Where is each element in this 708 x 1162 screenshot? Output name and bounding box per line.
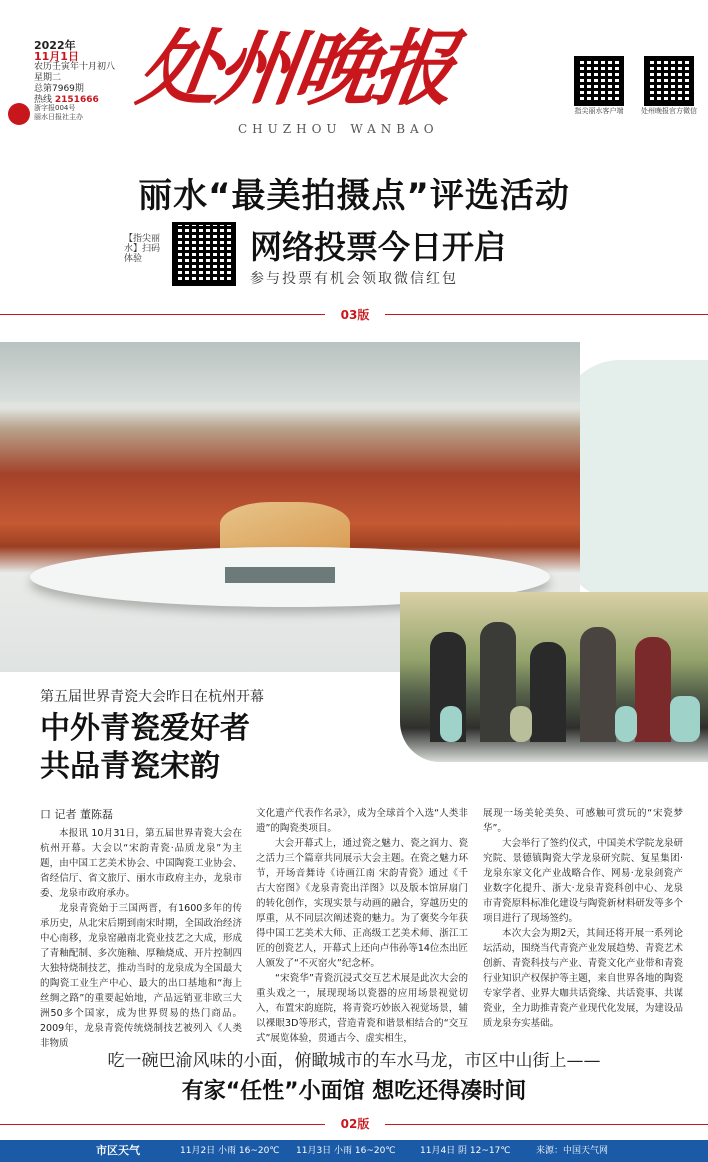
paragraph: 本次大会为期2天，其间还将开展一系列论坛活动，围绕当代青瓷产业发展趋势、青瓷艺术创新、青瓷科技与产业、青瓷文化产业带和青瓷行业知识产权保护等主题，来自世界各地的陶瓷专家学者、业界大咖共话瓷缘、共话瓷事、共谋瓷业，全力助推青瓷产业现代化发展，为建设品质龙泉夯实基础。 [483, 928, 683, 1029]
page-ref-label: 03版 [340, 308, 370, 322]
paragraph: 本报讯 10月31日，第五届世界青瓷大会在杭州开幕。大会以“宋韵青瓷·品质龙泉”为主题，由中国工艺美术协会、中国陶瓷工业协会、省经信厅、省文旅厅、丽水市政府主办，龙泉市委、龙泉市政府承办。 [40, 828, 242, 899]
page-ref-label: 02版 [340, 1117, 370, 1131]
headline-line-2: 共品青瓷宋韵 [40, 749, 220, 784]
qr-code-icon [644, 56, 694, 106]
publisher: 丽水日报社主办 [34, 113, 83, 121]
bottom-teaser: 吃一碗巴渝风味的小面，俯瞰城市的车水马龙，市区中山街上—— [107, 1051, 601, 1071]
page-ref-03 [0, 304, 708, 326]
cn-number: 浙字报004号 [34, 104, 76, 112]
paragraph: 展现一场美轮美奂、可感触可赏玩的“宋瓷梦华”。 [483, 808, 683, 834]
weather-bar [0, 1140, 708, 1162]
promo-qr-code-icon[interactable] [172, 222, 236, 286]
byline: 口 记者 董陈磊 [40, 808, 113, 821]
newspaper-logo [130, 4, 560, 124]
hotline-number: 2151666 [54, 95, 99, 105]
bottom-headline: 有家“任性”小面馆 想吃还得凑时间 [181, 1079, 527, 1104]
qr-wechat[interactable] [641, 56, 701, 116]
hotline-label: 热线 [34, 95, 53, 105]
article-headline [40, 710, 250, 786]
qr-code-icon [574, 56, 624, 106]
issue-year: 2022年 [34, 39, 76, 52]
promo-note: 参与投票有机会领取微信红包 [250, 271, 458, 287]
issue-date: 11月1日 [34, 50, 79, 63]
qr-wechat-label: 处州晚报官方微信 [641, 107, 697, 115]
scan-label: 【指尖丽水】扫码体验 [124, 234, 161, 264]
weather-source: 来源：中国天气网 [536, 1146, 609, 1156]
headline-line-1: 中外青瓷爱好者 [40, 711, 250, 746]
qr-app[interactable] [574, 56, 631, 116]
qr-app-label: 指尖丽水客户端 [574, 107, 624, 115]
paragraph: 大会开幕式上，通过瓷之魅力、瓷之润力、瓷之活力三个篇章共同展示大会主题。在瓷之魅力环节，开场音舞诗《诗画江南 宋韵青瓷》通过《千古大窑图》《龙泉青瓷出洋图》以及版本馆屏扇门的转化创作，实现实景与动画的融合，穿越历史的厚重，从不同层次阐述瓷的魅力。为了褒奖今年获得中国工艺美术大师、正高级工艺美术师、浙江工匠的创瓷艺人，开幕式上还向卢伟孙等14位杰出匠人颁发了“不灭窑火”纪念杯。 [256, 838, 468, 969]
paragraph: 文化遗产代表作名录》，成为全球首个入选“人类非遗”的陶瓷类项目。 [256, 808, 468, 834]
promo-title: 丽水“最美拍摄点”评选活动 [138, 176, 570, 216]
paragraph: 大会举行了签约仪式，中国美术学院龙泉研究院、景德镇陶瓷大学龙泉研究院、复星集团·龙泉东家文化产业战略合作、网易·龙泉剑瓷产业数字化提升、浙大·龙泉青瓷科创中心、龙泉市青瓷原料标准化建设与陶瓷新材料研发等多个项目进行了现场签约。 [483, 838, 683, 924]
visitors-photo [400, 592, 708, 762]
weather-day-3: 11月4日 阴 12~17℃ [420, 1146, 511, 1156]
publisher-info [34, 104, 83, 122]
decorative-background [560, 360, 708, 600]
page-ref-02 [0, 1115, 708, 1135]
weather-day-1: 11月2日 小雨 16~20℃ [180, 1146, 280, 1156]
paragraph: 龙泉青瓷始于三国两晋，有1600多年的传承历史，从北宋后期到南宋时期，全国政治经济中心南移，龙泉窑融南北瓷业技艺之大成，形成了青釉配制、多次施釉、厚釉烧成、开片控制四大独特烧制技艺，推动当时的龙泉成为全国最大的陶瓷工业生产中心、最大的出口基地和“海上丝绸之路”的重要起始地，产品远销亚非欧三大洲50多个国家，成为世界贸易的热门商品。2009年，龙泉青瓷传统烧制技艺被列入《人类非物质 [40, 903, 242, 1049]
weather-title: 市区天气 [96, 1144, 140, 1157]
promo-subtitle: 网络投票今日开启 [250, 228, 507, 266]
lunar-date: 农历壬寅年十月初八 [34, 62, 116, 72]
issue-info [34, 40, 124, 106]
logo-english: CHUZHOU WANBAO [238, 122, 439, 136]
paragraph: “宋瓷华”青瓷沉浸式交互艺术展是此次大会的重头戏之一，展现现场以瓷器的应用场景视觉切入，布置宋韵庭院，将青瓷巧妙嵌入视觉场景，辅以裸眼3D等形式，营造青瓷和谐景相结合的“交互式”展览体验，贯通古今、虚实相生， [256, 973, 468, 1044]
publisher-logo-icon [8, 103, 30, 125]
article-column-2 [256, 806, 468, 1046]
article-column-3 [483, 806, 683, 1031]
weekday: 星期二 [34, 73, 62, 83]
weather-day-2: 11月3日 小雨 16~20℃ [296, 1146, 396, 1156]
article-kicker: 第五届世界青瓷大会昨日在杭州开幕 [40, 689, 264, 705]
issue-total: 总第7969期 [34, 84, 84, 94]
logo-text: 处州晚报 [132, 21, 458, 117]
article-column-1 [40, 826, 242, 1051]
